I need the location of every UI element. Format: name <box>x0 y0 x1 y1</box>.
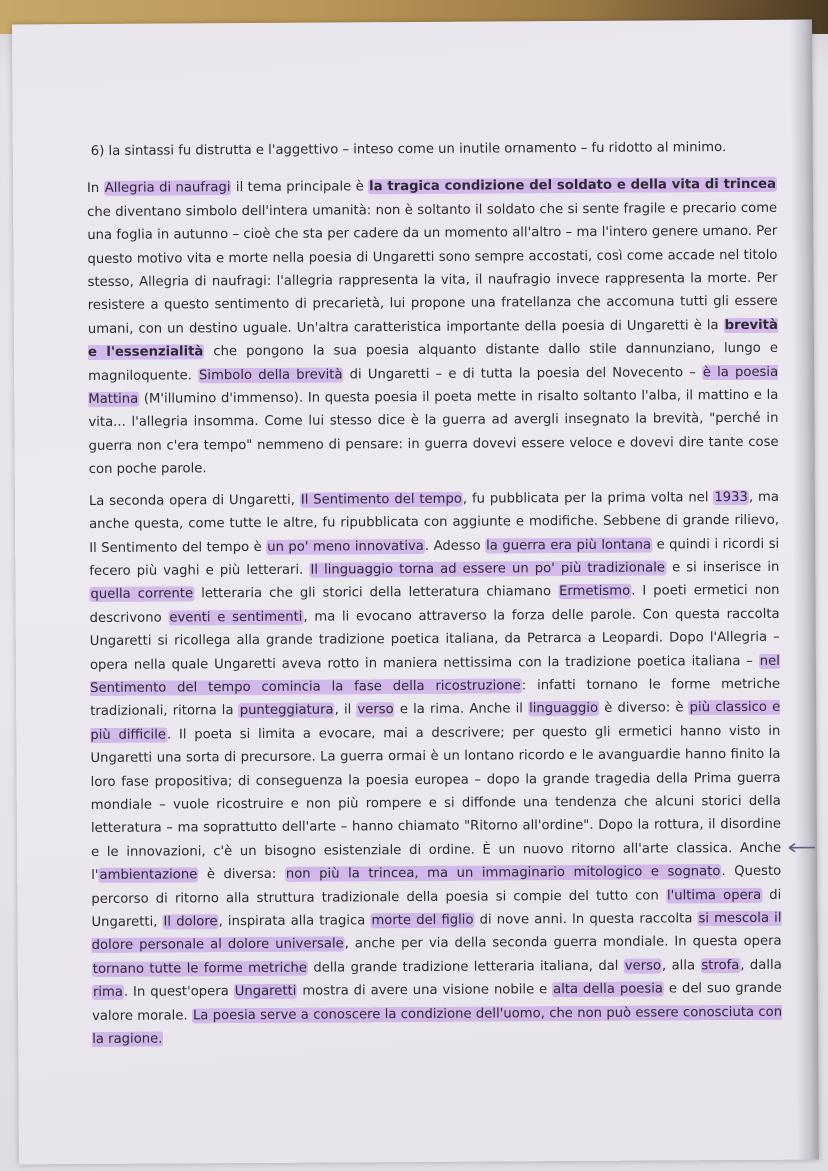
text-run: , dalla <box>740 957 782 973</box>
highlighted-text: rima <box>92 985 123 1001</box>
text-run: che pongono la sua poesia alquanto distante dallo stile dannunziano, lungo e magniloquente. <box>88 341 779 384</box>
text-run: , ma anche questa, come tutte le altre, fu ripubblicata con aggiunte e modifiche. Sebbene di grande rilievo, Il Sentimento del tempo è <box>89 489 780 556</box>
highlighted-text: Simbolo della brevità <box>198 367 343 383</box>
highlighted-text: Il linguaggio torna ad essere un po' più tradizionale <box>310 560 666 578</box>
text-run: e quindi i ricordi si fecero più vaghi e più letterari. <box>89 536 780 579</box>
text-run: , inspirata alla tragica <box>218 913 371 930</box>
text-run: . I poeti ermetici non descrivono <box>89 583 780 626</box>
text-run: e la rima. Anche il <box>394 701 529 718</box>
highlighted-text: La poesia serve a conoscere la condizione dell'uomo, che non può essere conosciuta con la ragione. <box>92 1004 783 1048</box>
highlighted-text: morte del figlio <box>371 912 474 929</box>
highlighted-text: la tragica condizione del soldato e della vita di trincea <box>369 177 777 195</box>
highlighted-text: Ermetismo <box>559 583 631 600</box>
highlighted-text: Ungaretti <box>234 983 297 1000</box>
text-run: di Ungaretti – e di tutta la poesia del Novecento – <box>343 364 702 383</box>
highlighted-text: Allegria di naufragi <box>104 180 231 197</box>
text-run: , il <box>334 702 357 718</box>
highlighted-text: brevità e l'essenzialità <box>87 317 778 361</box>
text-run: di nove anni. In questa raccolta <box>474 911 698 928</box>
highlighted-text: l'ultima opera <box>666 887 762 904</box>
text-run: . In quest'opera <box>123 984 234 1000</box>
text-run: : infatti tornano le forme metriche tradizionali, ritorna la <box>90 676 781 720</box>
highlighted-text: Il Sentimento del tempo <box>300 491 462 508</box>
handwritten-arrow-mark <box>785 842 817 854</box>
highlighted-text: quella corrente <box>90 586 194 603</box>
text-run: e del suo grande valore morale. <box>92 980 782 1024</box>
text-run: è diversa: <box>198 866 285 883</box>
highlighted-text: un po' meno innovativa <box>267 538 424 555</box>
highlighted-text: eventi e sentimenti <box>169 609 303 626</box>
highlighted-text: verso <box>357 702 394 718</box>
highlighted-text: tornano tutte le forme metriche <box>92 960 308 977</box>
text-run: . Il poeta si limita a evocare, mai a descrivere; per questo gli ermetici hanno visto in Ungaretti una sorta di precursore. La guerra ormai è un lontano ricordo e le avanguardie hanno finito la loro fase propositiva; di conseguenza la poesia europea – dopo la grande tragedia della Prima guerra mondiale – vuole ricostruire e non più rompere e si diffonde una tendenza che alcuni storici della letteratura – ma soprattutto dell'arte – hanno chiamato "Ritorno all'ordine". Dopo la rottura, il disordine e le innovazioni, c'è un bisogno esistenziale di ordine. È un nuovo ritorno all'arte classica. Anche l' <box>90 723 782 884</box>
highlighted-text: verso <box>624 958 662 974</box>
text-run: è diverso: è <box>599 700 689 717</box>
paragraph-allegria <box>77 173 779 482</box>
highlighted-text: è la poesia Mattina <box>88 364 779 408</box>
paragraph-sentimento <box>79 485 782 1051</box>
text-run: il tema principale è <box>231 179 369 196</box>
text-run: letteraria che gli storici della letteratura chiamano <box>194 584 559 602</box>
highlighted-text: linguaggio <box>529 701 599 717</box>
highlighted-text: nel Sentimento del tempo comincia la fase della ricostruzione <box>90 653 780 696</box>
highlighted-text: non più la trincea, ma un immaginario mitologico e sognato <box>285 864 721 882</box>
text-run: , ma li evocano attraverso la forza delle parole. Con questa raccolta Ungaretti si ricollega alla grande tradizione poetica italiana, da Petrarca a Leopardi. Dopo l'Allegria – opera nella quale Ungaretti aveva rotto in maniera nettissima con la tradizione poetica italiana – <box>89 606 780 673</box>
text-run: , fu pubblicata per la prima volta nel <box>462 489 714 507</box>
highlighted-text: punteggiatura <box>239 702 334 719</box>
text-run: che diventano simbolo dell'intera umanità: non è soltanto il soldato che si sente fragile e precario come una foglia in autunno – cioè che sta per cadere da un momento all'altro – ma l'intero genere umano. Per questo motivo vita e morte nella poesia di Ungaretti sono sempre accostati, così come accade nel titolo stesso, Allegria di naufragi: l'allegria rappresenta la vita, il naufragio invece rappresenta la morte. Per resistere a questo sentimento di precarietà, lui propone una fratellanza che accomuna tutti gli essere umani, con un destino uguale. Un'altra caratteristica importante della poesia di Ungaretti è la <box>87 200 778 337</box>
paper-page <box>12 20 819 1165</box>
text-run: . Questo percorso di ritorno alla struttura tradizionale della poesia si compie del tutto con <box>91 863 782 907</box>
highlighted-text: ambientazione <box>99 867 198 884</box>
highlighted-text: più classico e più difficile <box>90 700 781 743</box>
text-run: , alla <box>661 958 701 974</box>
highlighted-text: Il dolore <box>163 914 218 930</box>
text-run: . Adesso <box>424 538 486 554</box>
text-run: In <box>86 181 104 197</box>
intro-line: 6) la sintassi fu distrutta e l'aggettivo – inteso come un inutile ornamento – fu ridotto al minimo. <box>90 140 727 159</box>
highlighted-text: la guerra era più lontana <box>486 537 652 554</box>
text-run: della grande tradizione letteraria italiana, dal <box>307 958 624 976</box>
text-run: mostra di avere una visione nobile e <box>297 982 553 999</box>
highlighted-text: si mescola il dolore personale al dolore universale <box>91 910 782 954</box>
document-body <box>77 136 783 1060</box>
text-run: e si inserisce in <box>665 559 780 576</box>
highlighted-text: alta della poesia <box>553 981 664 998</box>
highlighted-text: 1933 <box>714 489 748 505</box>
text-run: , anche per via della seconda guerra mondiale. In questa opera <box>344 934 782 952</box>
text-run: (M'illumino d'immenso). In questa poesia il poeta mette in risalto soltanto l'alba, il mattino e la vita... l'allegria insomma. Come lui stesso dice è la guerra ad avergli insegnato la brevità, "perché in guerra non c'era tempo" nemmeno di pensare: in guerra dovevi essere veloce e dovevi dire tante cose con poche parole. <box>88 387 779 478</box>
text-run: di Ungaretti, <box>91 887 782 930</box>
highlighted-text: strofa <box>701 957 740 974</box>
text-run: La seconda opera di Ungaretti, <box>88 492 300 509</box>
